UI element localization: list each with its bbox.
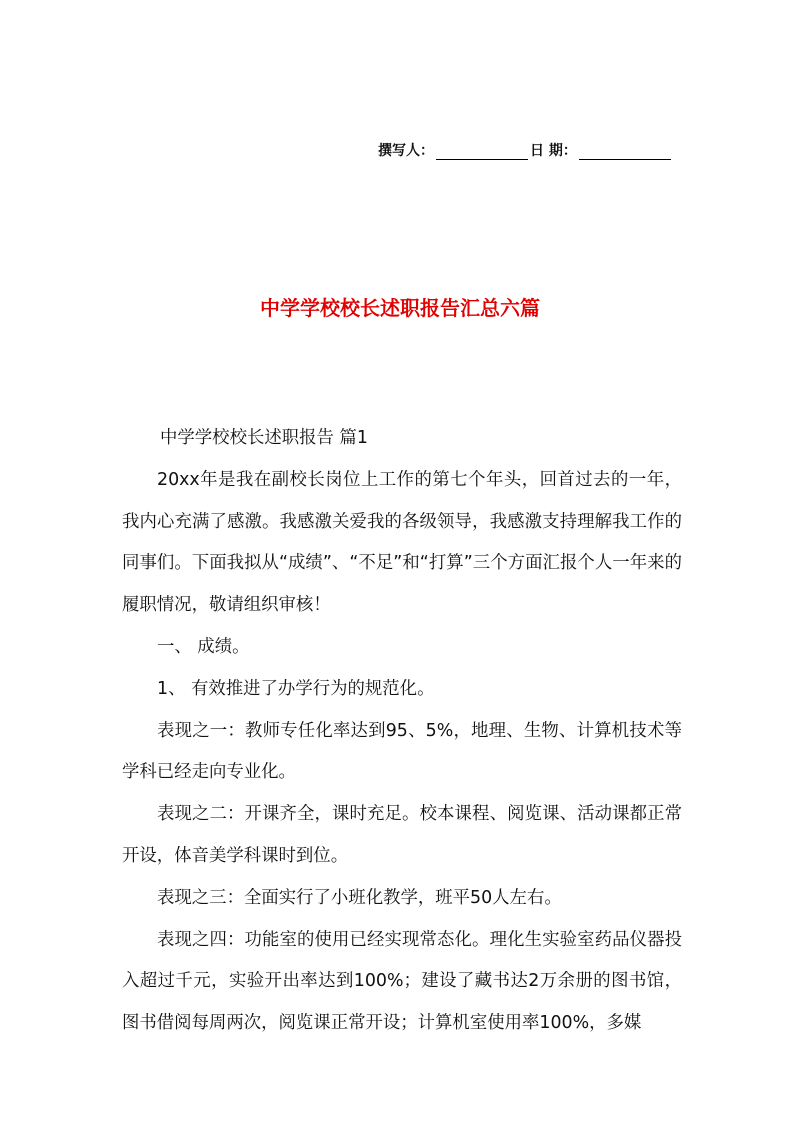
paragraph: 表现之四：功能室的使用已经实现常态化。理化生实验室药品仪器投入超过千元，实验开出率达到100%；建设了藏书达2万余册的图书馆，图书借阅每周两次，阅览课正常开设；计算机室使用率100%，多媒 (122, 929, 682, 1034)
date-blank (579, 145, 671, 160)
paragraph: 表现之三：全面实行了小班化教学，班平50人左右。 (157, 887, 562, 908)
document-body (122, 418, 682, 1045)
paragraph: 表现之二：开课齐全，课时充足。校本课程、阅览课、活动课都正常开设，体音美学科课时到位。 (122, 804, 682, 866)
date-label: 日 期： (530, 143, 577, 159)
paragraph: 一、 成绩。 (157, 636, 250, 657)
paragraph: 20xx年是我在副校长岗位上工作的第七个年头，回首过去的一年，我内心充满了感激。我感激关爱我的各级领导，我感激支持理解我工作的同事们。下面我拟从“成绩”、“不足”和“打算”三个方面汇报个人一年来的履职情况，敬请组织审核！ (122, 469, 682, 616)
paragraph: 1、 有效推进了办学行为的规范化。 (157, 678, 435, 699)
author-date-header (378, 140, 673, 160)
author-label: 撰写人： (378, 143, 434, 159)
paragraph: 表现之一：教师专任化率达到95、5%，地理、生物、计算机技术等学科已经走向专业化。 (122, 720, 682, 783)
section-heading: 中学学校校长述职报告 篇1 (160, 428, 368, 448)
author-blank (436, 145, 528, 160)
document-title: 中学学校校长述职报告汇总六篇 (260, 296, 540, 320)
